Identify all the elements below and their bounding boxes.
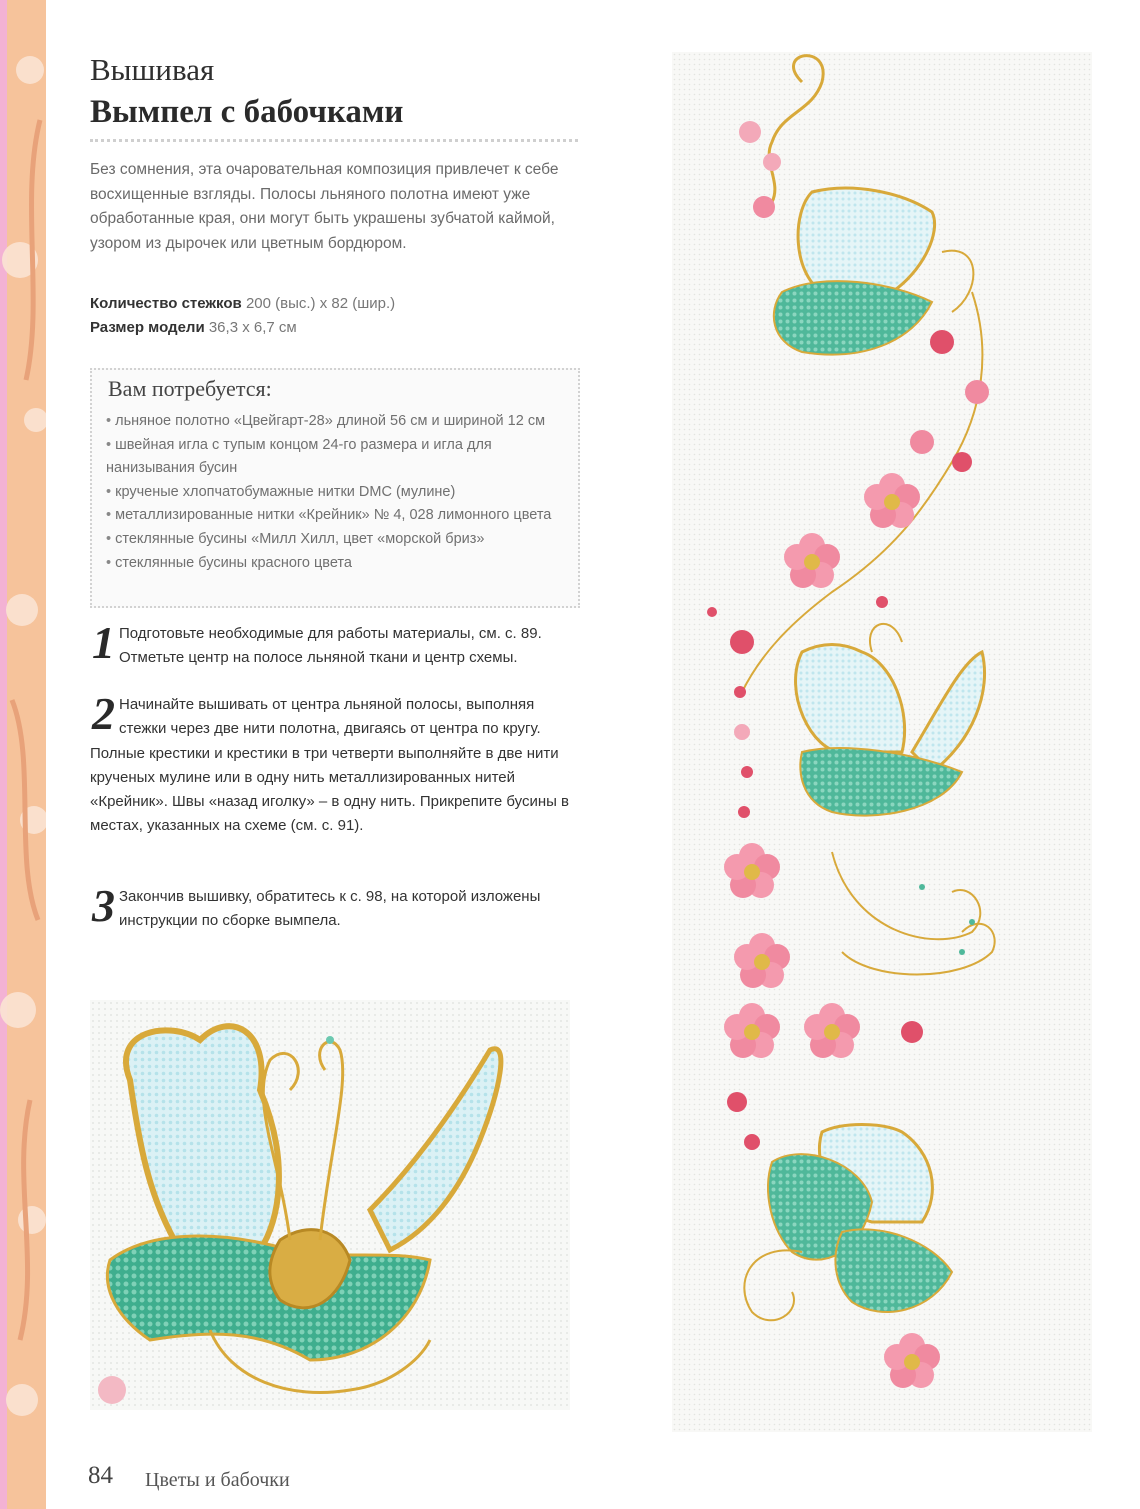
stitch-count-label: Количество стежков (90, 295, 242, 312)
stitch-count-value: 200 (выс.) х 82 (шир.) (245, 295, 396, 312)
list-item: • швейная игла с тупым концом 24-го размера и игла для нанизывания бусин (106, 436, 492, 477)
page-number: 84 (88, 1462, 113, 1489)
step-number: 2 (92, 688, 115, 739)
materials-box (90, 368, 580, 608)
left-decorative-strip (0, 0, 46, 1509)
page-title: Вымпел с бабочками (90, 94, 404, 130)
model-size-label: Размер модели (90, 319, 205, 336)
step-text: Подготовьте необходимые для работы материалы, см. с. 89. Отметьте центр на полосе льняной ткани и центр схемы. (119, 625, 542, 667)
step-text: Закончив вышивку, обратитесь к с. 98, на которой изложены инструкции по сборке вымпела. (119, 888, 541, 930)
stitch-count (90, 295, 395, 312)
butterfly-closeup-photo (90, 1000, 570, 1410)
list-item: • стеклянные бусины красного цвета (106, 554, 352, 571)
blossom-pattern-icon (0, 0, 46, 1509)
step-2 (90, 688, 580, 839)
section-name: Цветы и бабочки (145, 1469, 290, 1491)
list-item: • льняное полотно «Цвейгарт-28» длиной 56 см и шириной 12 см (106, 413, 546, 429)
model-size-value: 36,3 х 6,7 см (208, 319, 297, 336)
materials-title: Вам потребуется: (108, 376, 272, 401)
title-divider (90, 139, 578, 142)
step-number: 3 (92, 880, 115, 931)
list-item: • металлизированные нитки «Крейник» № 4, 028 лимонного цвета (106, 507, 552, 524)
intro-paragraph: Без сомнения, эта очаровательная композиция привлечет к себе восхищенные взгляды. Полосы льняного полотна имеют уже обработанные края, они могут быть украшены зубчатой каймой, узором из дырочек или цветным бордюром. (90, 161, 559, 252)
model-size (90, 319, 297, 336)
pennant-embroidery-photo (672, 52, 1092, 1432)
step-3 (90, 880, 580, 934)
step-number: 1 (92, 617, 115, 668)
list-item: • стеклянные бусины «Милл Хилл, цвет «морской бриз» (106, 530, 485, 547)
list-item: • крученые хлопчатобумажные нитки DMC (мулине) (106, 483, 456, 500)
title-kicker: Вышивая (90, 52, 215, 87)
materials-list (106, 410, 576, 575)
step-text: Начинайте вышивать от центра льняной полосы, выполняя стежки через две нити полотна, двигаясь от центра по кругу. Полные крестики и крестики в три четверти выполняйте в две нити крученых мулине или в одну нить металлизированных нитей «Крейник». Швы «назад иголку» – в одну нить. Прикрепите бусины в местах, указанных на схеме (см. с. 91). (90, 696, 570, 835)
step-1 (90, 617, 580, 671)
